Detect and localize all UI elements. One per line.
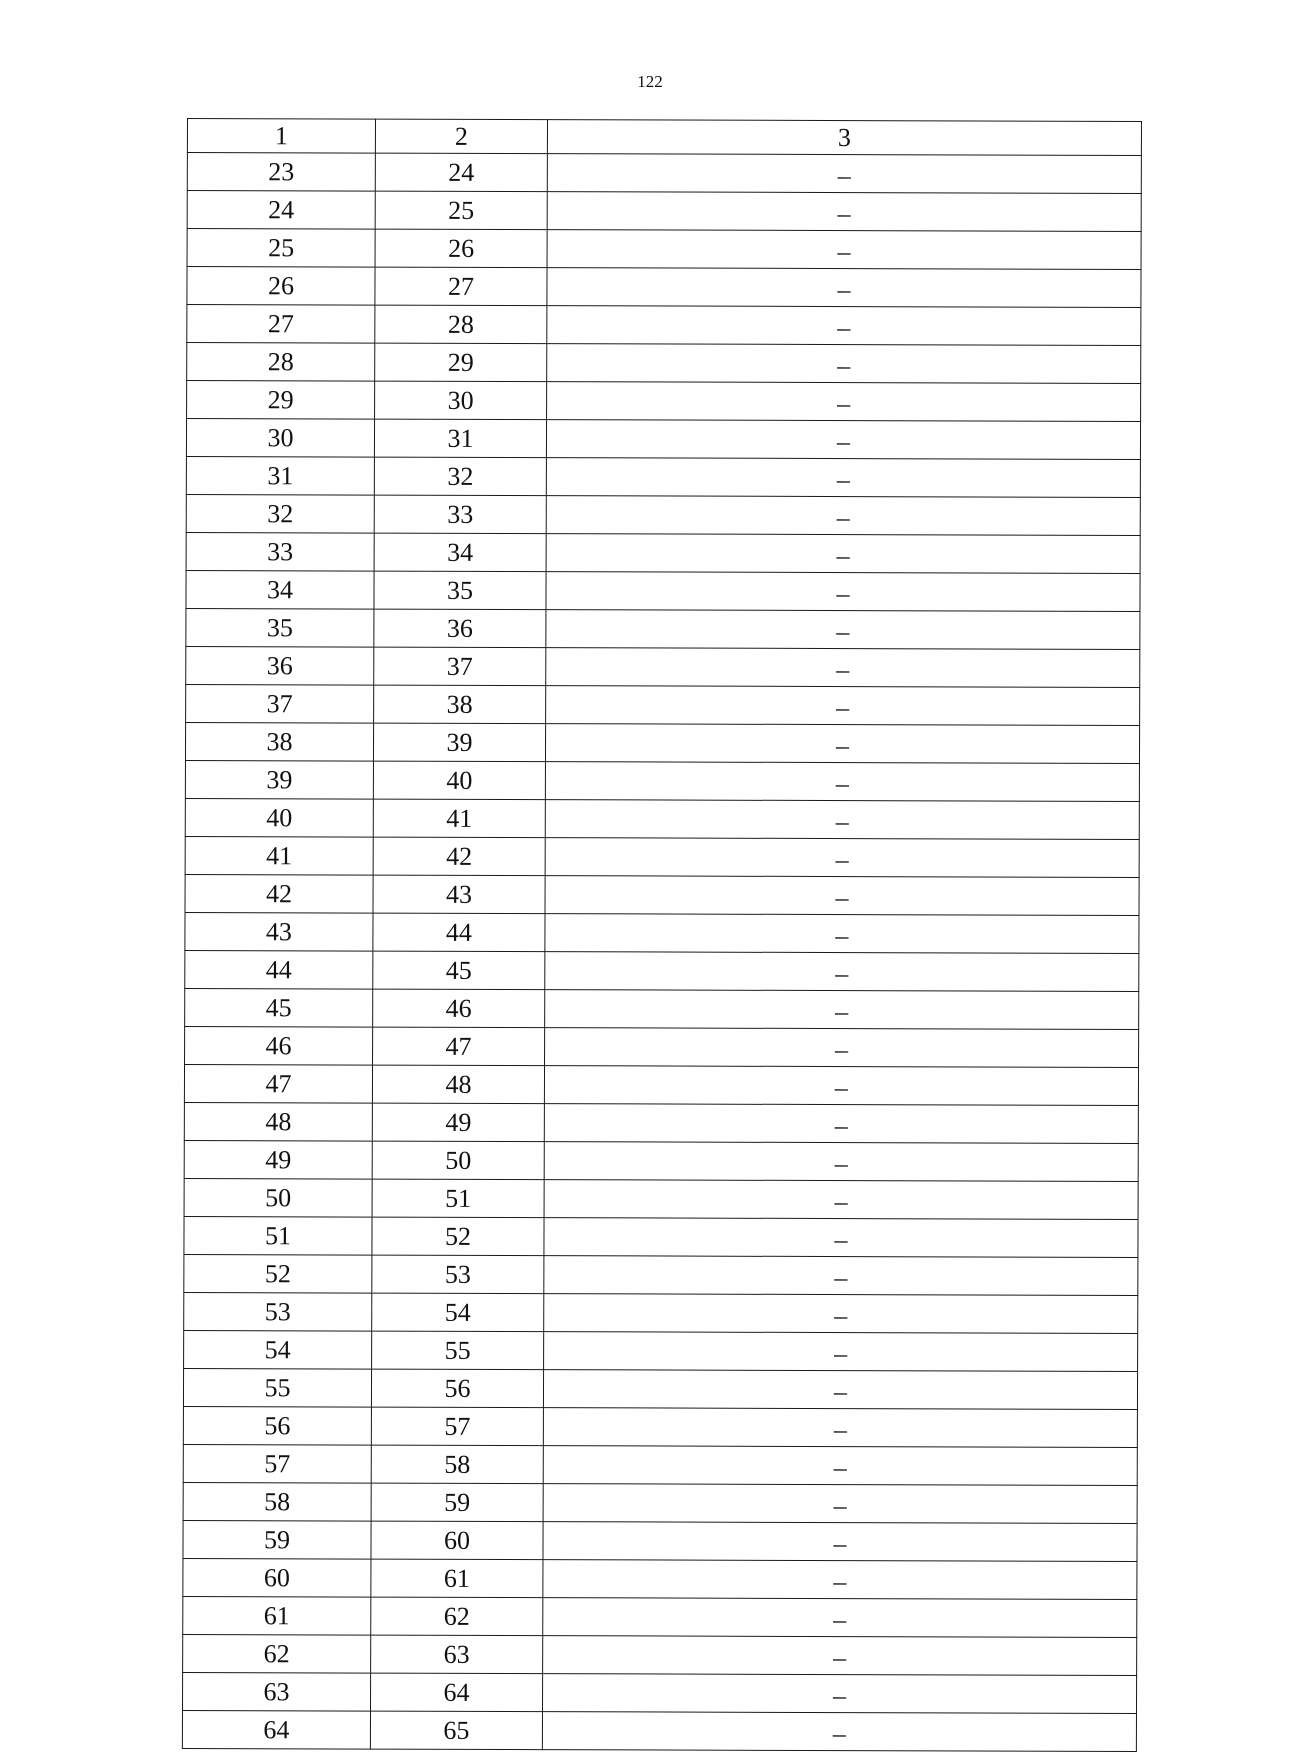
table-row xyxy=(184,1216,1138,1257)
cell-col2: 64 xyxy=(370,1673,542,1712)
cell-col2: 48 xyxy=(372,1065,544,1104)
cell-col3: – xyxy=(544,1294,1138,1334)
cell-col2: 46 xyxy=(373,989,545,1028)
cell-col1: 34 xyxy=(186,570,374,609)
cell-col3: – xyxy=(543,1408,1137,1448)
cell-col1: 33 xyxy=(186,532,374,571)
cell-col2: 52 xyxy=(372,1217,544,1256)
cell-col1: 48 xyxy=(184,1102,372,1141)
cell-col1: 62 xyxy=(183,1634,371,1673)
table-row xyxy=(183,1482,1137,1523)
cell-col3: – xyxy=(544,1180,1138,1220)
cell-col2: 43 xyxy=(373,875,545,914)
cell-col1: 36 xyxy=(186,646,374,685)
cell-col3: – xyxy=(544,1332,1138,1372)
cell-col2: 40 xyxy=(373,761,545,800)
table-row xyxy=(185,798,1139,839)
header-cell-col1: 1 xyxy=(187,119,375,154)
table-row xyxy=(183,1558,1137,1599)
table-row xyxy=(185,874,1139,915)
cell-col3: – xyxy=(542,1674,1136,1714)
cell-col2: 61 xyxy=(371,1559,543,1598)
cell-col2: 60 xyxy=(371,1521,543,1560)
table-row xyxy=(182,1710,1136,1751)
table-body xyxy=(182,119,1141,1752)
cell-col2: 36 xyxy=(374,609,546,648)
cell-col3: – xyxy=(547,382,1141,422)
cell-col1: 29 xyxy=(187,381,375,420)
cell-col2: 55 xyxy=(372,1331,544,1370)
cell-col3: – xyxy=(545,724,1139,764)
table-row xyxy=(183,1406,1137,1447)
cell-col3: – xyxy=(545,1028,1139,1068)
cell-col3: – xyxy=(543,1636,1137,1676)
cell-col1: 50 xyxy=(184,1178,372,1217)
table-row xyxy=(184,1330,1138,1371)
cell-col2: 25 xyxy=(375,191,547,230)
cell-col2: 24 xyxy=(375,153,547,192)
cell-col2: 29 xyxy=(375,343,547,382)
cell-col2: 39 xyxy=(373,723,545,762)
cell-col2: 38 xyxy=(374,685,546,724)
cell-col2: 31 xyxy=(374,419,546,458)
cell-col2: 35 xyxy=(374,571,546,610)
cell-col1: 39 xyxy=(185,760,373,799)
table-row xyxy=(185,988,1139,1029)
table-row xyxy=(184,1292,1138,1333)
cell-col2: 65 xyxy=(370,1711,542,1750)
table-row xyxy=(184,1254,1138,1295)
cell-col3: – xyxy=(544,1142,1138,1182)
table-row xyxy=(185,836,1139,877)
cell-col1: 60 xyxy=(183,1558,371,1597)
cell-col2: 26 xyxy=(375,229,547,268)
cell-col3: – xyxy=(543,1370,1137,1410)
table-row xyxy=(186,570,1140,611)
table-row xyxy=(186,608,1140,649)
cell-col3: – xyxy=(546,648,1140,688)
cell-col3: – xyxy=(543,1484,1137,1524)
cell-col1: 45 xyxy=(185,988,373,1027)
cell-col3: – xyxy=(545,762,1139,802)
table-row xyxy=(186,684,1140,725)
table-row xyxy=(185,760,1139,801)
table-row xyxy=(187,305,1141,346)
table-row xyxy=(187,343,1141,384)
cell-col3: – xyxy=(546,458,1140,498)
cell-col1: 41 xyxy=(185,836,373,875)
table-row xyxy=(186,456,1140,497)
cell-col3: – xyxy=(545,952,1139,992)
cell-col3: – xyxy=(547,344,1141,384)
cell-col2: 45 xyxy=(373,951,545,990)
cell-col1: 61 xyxy=(183,1596,371,1635)
cell-col3: – xyxy=(545,914,1139,954)
cell-col2: 49 xyxy=(372,1103,544,1142)
cell-col1: 24 xyxy=(187,191,375,230)
table-row xyxy=(185,912,1139,953)
cell-col1: 27 xyxy=(187,305,375,344)
cell-col1: 37 xyxy=(186,684,374,723)
cell-col1: 31 xyxy=(186,456,374,495)
cell-col3: – xyxy=(546,496,1140,536)
cell-col2: 42 xyxy=(373,837,545,876)
table-row xyxy=(185,722,1139,763)
cell-col1: 43 xyxy=(185,912,373,951)
cell-col3: – xyxy=(545,990,1139,1030)
cell-col1: 38 xyxy=(185,722,373,761)
cell-col2: 50 xyxy=(372,1141,544,1180)
header-cell-col3: 3 xyxy=(547,120,1141,156)
cell-col1: 57 xyxy=(183,1444,371,1483)
cell-col3: – xyxy=(545,876,1139,916)
cell-col1: 46 xyxy=(185,1026,373,1065)
cell-col3: – xyxy=(546,420,1140,460)
cell-col1: 59 xyxy=(183,1520,371,1559)
page-number: 122 xyxy=(637,72,663,91)
table-row xyxy=(186,494,1140,535)
cell-col3: – xyxy=(546,534,1140,574)
cell-col1: 30 xyxy=(186,419,374,458)
header-cell-col2: 2 xyxy=(375,119,547,154)
cell-col1: 52 xyxy=(184,1254,372,1293)
cell-col1: 26 xyxy=(187,267,375,306)
data-table xyxy=(182,118,1142,1752)
cell-col1: 42 xyxy=(185,874,373,913)
cell-col2: 53 xyxy=(372,1255,544,1294)
cell-col1: 55 xyxy=(183,1368,371,1407)
cell-col1: 23 xyxy=(187,153,375,192)
cell-col3: – xyxy=(545,800,1139,840)
cell-col3: – xyxy=(546,686,1140,726)
cell-col1: 32 xyxy=(186,494,374,533)
cell-col3: – xyxy=(544,1104,1138,1144)
cell-col2: 28 xyxy=(375,305,547,344)
table-row xyxy=(186,419,1140,460)
cell-col3: – xyxy=(543,1446,1137,1486)
cell-col2: 34 xyxy=(374,533,546,572)
table-row xyxy=(182,1672,1136,1713)
table-row xyxy=(184,1178,1138,1219)
cell-col2: 47 xyxy=(373,1027,545,1066)
cell-col2: 63 xyxy=(371,1635,543,1674)
table-row xyxy=(187,381,1141,422)
cell-col1: 25 xyxy=(187,229,375,268)
cell-col3: – xyxy=(544,1066,1138,1106)
cell-col3: – xyxy=(545,838,1139,878)
cell-col2: 56 xyxy=(371,1369,543,1408)
cell-col2: 59 xyxy=(371,1483,543,1522)
cell-col3: – xyxy=(546,610,1140,650)
cell-col3: – xyxy=(544,1256,1138,1296)
table-row xyxy=(187,267,1141,308)
table-row xyxy=(186,646,1140,687)
table-row xyxy=(186,532,1140,573)
cell-col1: 53 xyxy=(184,1292,372,1331)
cell-col1: 44 xyxy=(185,950,373,989)
table-row xyxy=(185,1026,1139,1067)
cell-col2: 41 xyxy=(373,799,545,838)
cell-col3: – xyxy=(547,154,1141,194)
table-row xyxy=(183,1596,1137,1637)
table-row xyxy=(183,1520,1137,1561)
cell-col2: 54 xyxy=(372,1293,544,1332)
cell-col1: 63 xyxy=(182,1672,370,1711)
cell-col3: – xyxy=(546,572,1140,612)
cell-col2: 33 xyxy=(374,495,546,534)
cell-col2: 30 xyxy=(375,381,547,420)
cell-col3: – xyxy=(543,1522,1137,1562)
cell-col3: – xyxy=(542,1712,1136,1752)
cell-col3: – xyxy=(543,1598,1137,1638)
table-row xyxy=(184,1064,1138,1105)
cell-col3: – xyxy=(547,306,1141,346)
table-row xyxy=(184,1140,1138,1181)
cell-col1: 47 xyxy=(184,1064,372,1103)
cell-col2: 44 xyxy=(373,913,545,952)
table-row xyxy=(187,191,1141,232)
cell-col3: – xyxy=(547,192,1141,232)
cell-col2: 32 xyxy=(374,457,546,496)
cell-col1: 64 xyxy=(182,1710,370,1749)
table-row xyxy=(187,229,1141,270)
cell-col1: 51 xyxy=(184,1216,372,1255)
table-header-row xyxy=(187,119,1141,156)
table-row xyxy=(183,1368,1137,1409)
cell-col3: – xyxy=(543,1560,1137,1600)
cell-col3: – xyxy=(544,1218,1138,1258)
cell-col1: 40 xyxy=(185,798,373,837)
cell-col2: 37 xyxy=(374,647,546,686)
cell-col1: 35 xyxy=(186,608,374,647)
cell-col1: 49 xyxy=(184,1140,372,1179)
cell-col1: 28 xyxy=(187,343,375,382)
cell-col2: 51 xyxy=(372,1179,544,1218)
table-row xyxy=(185,950,1139,991)
cell-col3: – xyxy=(547,230,1141,270)
cell-col1: 58 xyxy=(183,1482,371,1521)
cell-col2: 27 xyxy=(375,267,547,306)
cell-col2: 57 xyxy=(371,1407,543,1446)
table-row xyxy=(187,153,1141,194)
cell-col1: 56 xyxy=(183,1406,371,1445)
table-row xyxy=(183,1634,1137,1675)
cell-col2: 58 xyxy=(371,1445,543,1484)
cell-col2: 62 xyxy=(371,1597,543,1636)
cell-col3: – xyxy=(547,268,1141,308)
table-row xyxy=(183,1444,1137,1485)
table-row xyxy=(184,1102,1138,1143)
cell-col1: 54 xyxy=(184,1330,372,1369)
